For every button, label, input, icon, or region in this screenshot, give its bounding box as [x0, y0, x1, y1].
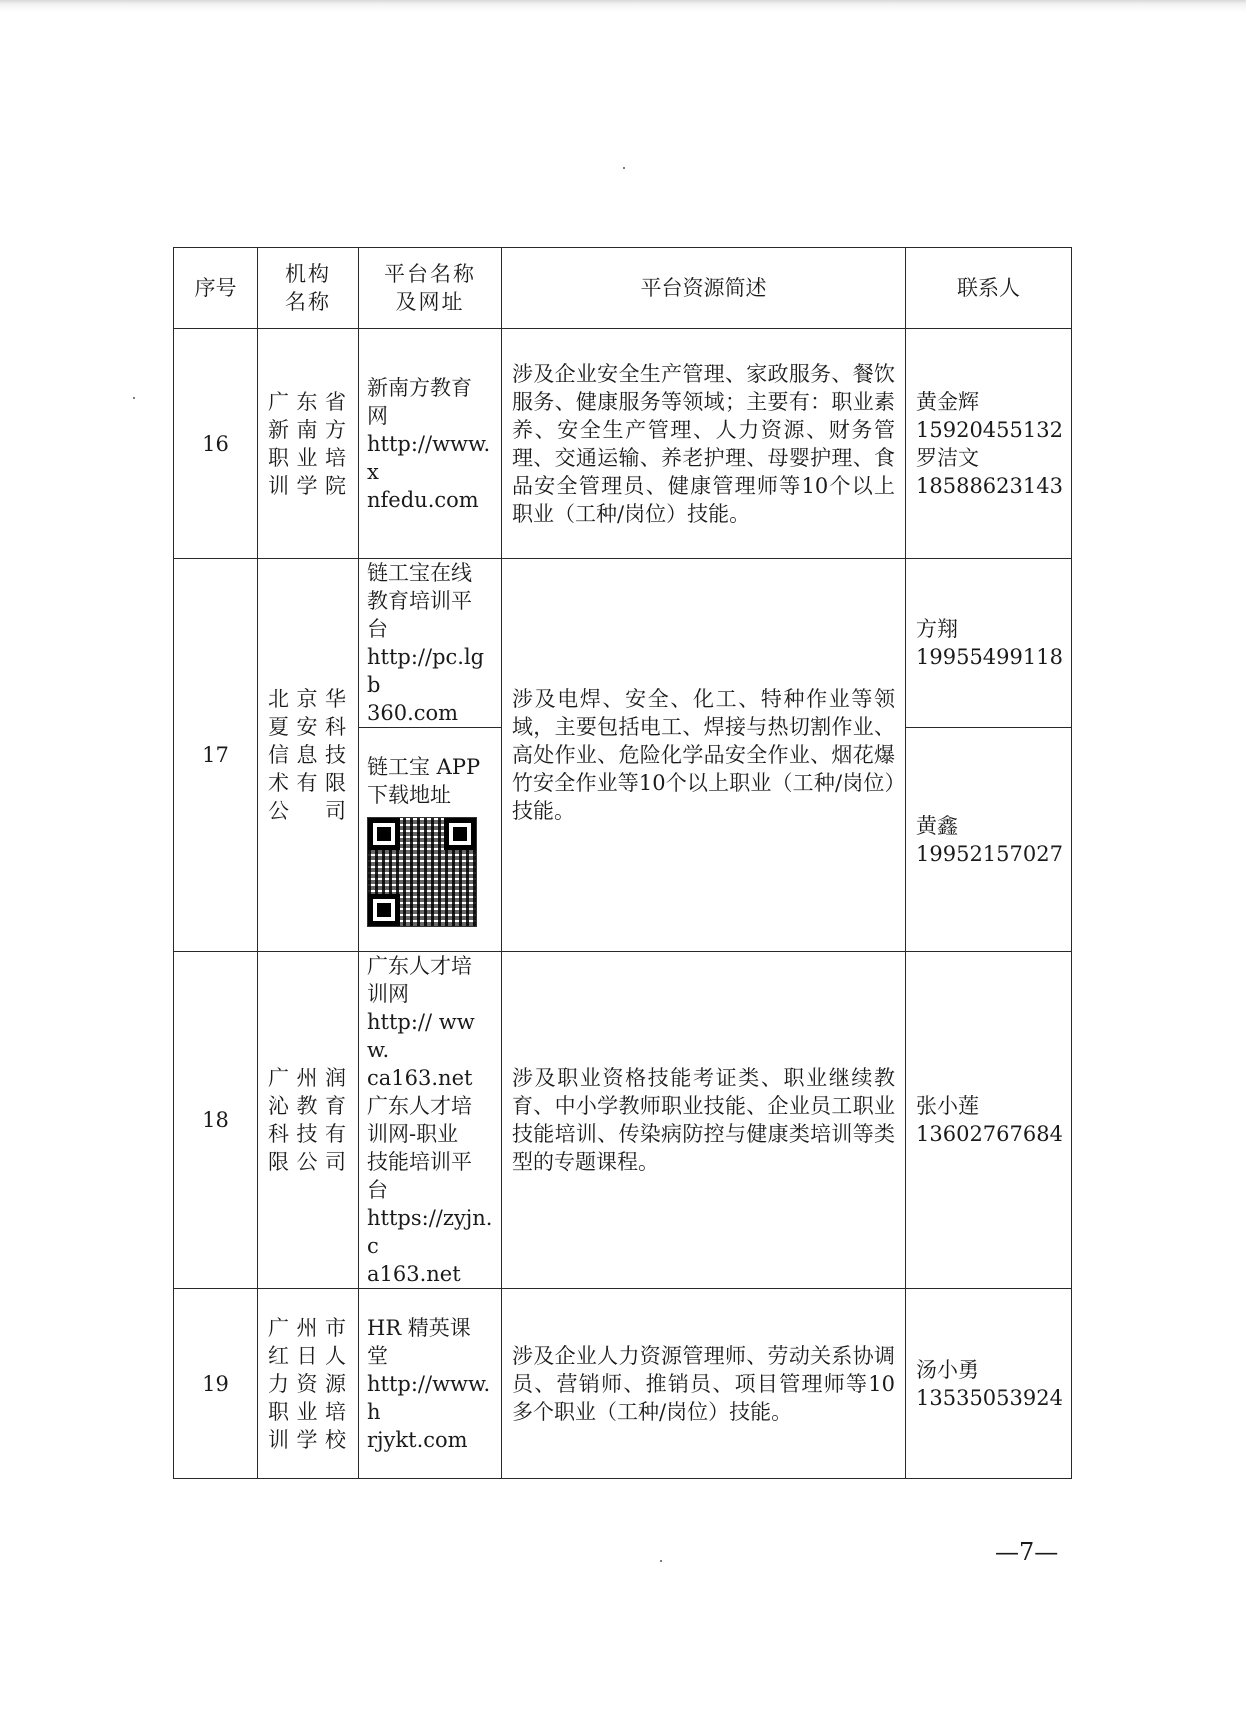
contact: 汤小勇 13535053924: [906, 1289, 1072, 1479]
table-row: [174, 559, 1072, 728]
row-number: 17: [174, 559, 258, 952]
scan-speck: [623, 167, 625, 169]
platform-info: 广东人才培 训网 http:// www. ca163.net 广东人才培 训网-职业 技能培训平 台 https://zyjn.c a163.net: [359, 952, 502, 1289]
scan-speck: [660, 1560, 662, 1562]
platform-app: 链工宝 APP 下载地址: [359, 728, 502, 952]
org-name: 北京华 夏安科 信息技 术有限 公司: [258, 559, 359, 952]
contact: 黄鑫 19952157027: [906, 728, 1072, 952]
platform-info: 链工宝在线 教育培训平 台 http://pc.lgb 360.com: [359, 559, 502, 728]
platform-info: HR 精英课 堂 http://www.h rjykt.com: [359, 1289, 502, 1479]
header-number: 序号: [174, 248, 258, 329]
org-name: 广州市 红日人 力资源 职业培 训学校: [258, 1289, 359, 1479]
org-name: 广东省 新南方 职业培 训学院: [258, 329, 359, 559]
table-row: [174, 329, 1072, 559]
page-number: —7—: [995, 1538, 1059, 1566]
header-org: 机构 名称: [258, 248, 359, 329]
resource-table: [173, 247, 1072, 1479]
table-row: [174, 1289, 1072, 1479]
contact: 方翔 19955499118: [906, 559, 1072, 728]
scan-speck: [133, 397, 135, 399]
platform-info: 新南方教育 网 http://www.x nfedu.com: [359, 329, 502, 559]
header-contact: 联系人: [906, 248, 1072, 329]
org-name: 广州润 沁教育 科技有 限公司: [258, 952, 359, 1289]
description: 涉及电焊、安全、化工、特种作业等领域，主要包括电工、焊接与热切割作业、高处作业、危险化学品安全作业、烟花爆竹安全作业等10个以上职业（工种/岗位）技能。: [502, 559, 906, 952]
table-row: [174, 952, 1072, 1289]
description: 涉及企业人力资源管理师、劳动关系协调员、营销师、推销员、项目管理师等10多个职业（工种/岗位）技能。: [502, 1289, 906, 1479]
description: 涉及企业安全生产管理、家政服务、餐饮服务、健康服务等领域；主要有：职业素养、安全生产管理、人力资源、财务管理、交通运输、养老护理、母婴护理、食品安全管理员、健康管理师等10个以上职业（工种/岗位）技能。: [502, 329, 906, 559]
scan-edge: [0, 0, 1246, 16]
row-number: 16: [174, 329, 258, 559]
row-number: 18: [174, 952, 258, 1289]
table-header-row: [174, 248, 1072, 329]
contact: 黄金辉 15920455132 罗洁文 18588623143: [906, 329, 1072, 559]
description: 涉及职业资格技能考证类、职业继续教育、中小学教师职业技能、企业员工职业技能培训、传染病防控与健康类培训等类型的专题课程。: [502, 952, 906, 1289]
qr-code-icon[interactable]: [367, 817, 477, 927]
contact: 张小莲 13602767684: [906, 952, 1072, 1289]
row-number: 19: [174, 1289, 258, 1479]
header-description: 平台资源简述: [502, 248, 906, 329]
header-platform: 平台名称 及网址: [359, 248, 502, 329]
